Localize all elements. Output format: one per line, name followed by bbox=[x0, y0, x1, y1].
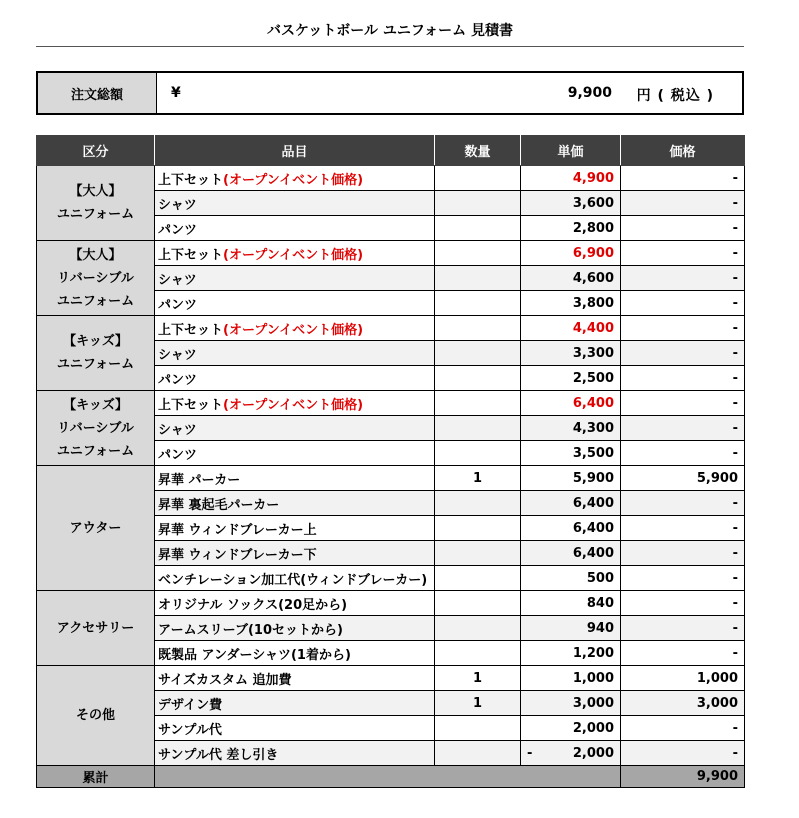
item-cell bbox=[155, 391, 435, 416]
unit-price-cell: 3,300 bbox=[521, 341, 621, 366]
item-cell bbox=[155, 441, 435, 466]
item-name: 上下セット bbox=[158, 247, 224, 263]
item-name: 昇華 ウィンドブレーカー上 bbox=[158, 522, 317, 538]
quantity-cell bbox=[435, 441, 521, 466]
unit-price-cell: 1,200 bbox=[521, 641, 621, 666]
table-row bbox=[37, 666, 745, 691]
category-cell: アクセサリー bbox=[37, 591, 155, 666]
unit-price-cell: 2,000 bbox=[521, 716, 621, 741]
line-total-cell: - bbox=[621, 591, 745, 616]
unit-price-cell: 840 bbox=[521, 591, 621, 616]
line-total-cell: - bbox=[621, 291, 745, 316]
item-name: シャツ bbox=[158, 272, 197, 288]
unit-price-cell: 6,400 bbox=[521, 516, 621, 541]
item-cell bbox=[155, 591, 435, 616]
line-total-cell: 1,000 bbox=[621, 666, 745, 691]
category-cell: アウター bbox=[37, 466, 155, 591]
item-name: パンツ bbox=[158, 447, 198, 463]
estimate-table bbox=[36, 135, 745, 788]
unit-price-cell: 3,000 bbox=[521, 691, 621, 716]
item-cell bbox=[155, 316, 435, 341]
quantity-cell bbox=[435, 741, 521, 766]
line-total-cell: - bbox=[621, 416, 745, 441]
item-cell bbox=[155, 491, 435, 516]
line-total-cell: - bbox=[621, 741, 745, 766]
table-row bbox=[37, 591, 745, 616]
quantity-cell bbox=[435, 366, 521, 391]
header-unit-price: 単価 bbox=[521, 136, 621, 166]
line-total-cell: - bbox=[621, 166, 745, 191]
unit-price-cell: 6,900 bbox=[521, 241, 621, 266]
table-row bbox=[37, 316, 745, 341]
item-name: サンプル代 差し引き bbox=[158, 747, 279, 763]
order-total-amount: 9,900 bbox=[567, 85, 612, 101]
order-total-box bbox=[36, 71, 744, 115]
quantity-cell bbox=[435, 516, 521, 541]
table-row bbox=[37, 166, 745, 191]
line-total-cell: - bbox=[621, 366, 745, 391]
unit-price-cell: 2,500 bbox=[521, 366, 621, 391]
line-total-cell: - bbox=[621, 491, 745, 516]
table-header-row bbox=[37, 136, 745, 166]
category-cell: 【大人】 ユニフォーム bbox=[37, 166, 155, 241]
quantity-cell bbox=[435, 191, 521, 216]
quantity-cell bbox=[435, 716, 521, 741]
unit-price-cell: 940 bbox=[521, 616, 621, 641]
item-name: 上下セット bbox=[158, 322, 224, 338]
item-cell bbox=[155, 291, 435, 316]
unit-price-cell: 500 bbox=[521, 566, 621, 591]
item-cell bbox=[155, 166, 435, 191]
item-cell bbox=[155, 741, 435, 766]
currency-symbol: ¥ bbox=[171, 85, 181, 101]
item-name: 昇華 ウィンドブレーカー下 bbox=[158, 547, 317, 563]
quantity-cell: 1 bbox=[435, 691, 521, 716]
item-event-note: (オープンイベント価格) bbox=[223, 322, 364, 338]
quantity-cell bbox=[435, 541, 521, 566]
unit-price-cell: 3,600 bbox=[521, 191, 621, 216]
item-cell bbox=[155, 191, 435, 216]
header-item: 品目 bbox=[155, 136, 435, 166]
item-name: アームスリーブ(10セットから) bbox=[158, 622, 343, 638]
unit-price-cell: 6,400 bbox=[521, 491, 621, 516]
header-category: 区分 bbox=[37, 136, 155, 166]
item-cell bbox=[155, 466, 435, 491]
line-total-cell: - bbox=[621, 191, 745, 216]
unit-price-value: 2,000 bbox=[572, 745, 614, 761]
line-total-cell: - bbox=[621, 316, 745, 341]
minus-sign: - bbox=[527, 745, 533, 761]
category-cell: 【キッズ】 ユニフォーム bbox=[37, 316, 155, 391]
unit-price-cell: 3,800 bbox=[521, 291, 621, 316]
line-total-cell: - bbox=[621, 716, 745, 741]
item-cell bbox=[155, 616, 435, 641]
item-name: パンツ bbox=[158, 297, 198, 313]
line-total-cell: 5,900 bbox=[621, 466, 745, 491]
item-name: シャツ bbox=[158, 422, 197, 438]
line-total-cell: - bbox=[621, 541, 745, 566]
item-event-note: (オープンイベント価格) bbox=[223, 172, 364, 188]
grand-total-value: 9,900 bbox=[621, 766, 745, 788]
item-cell bbox=[155, 216, 435, 241]
quantity-cell bbox=[435, 591, 521, 616]
table-body bbox=[37, 166, 745, 766]
unit-price-cell: 4,900 bbox=[521, 166, 621, 191]
item-name: シャツ bbox=[158, 347, 197, 363]
header-quantity: 数量 bbox=[435, 136, 521, 166]
line-total-cell: - bbox=[621, 616, 745, 641]
quantity-cell bbox=[435, 291, 521, 316]
quantity-cell bbox=[435, 166, 521, 191]
order-total-unit: 円 ( 税込 ) bbox=[636, 88, 714, 104]
unit-price-cell: 4,400 bbox=[521, 316, 621, 341]
item-cell bbox=[155, 241, 435, 266]
unit-price-cell bbox=[521, 741, 621, 766]
item-name: デザイン費 bbox=[158, 697, 223, 713]
quantity-cell bbox=[435, 391, 521, 416]
line-total-cell: - bbox=[621, 391, 745, 416]
item-name: 昇華 裏起毛パーカー bbox=[158, 497, 280, 513]
item-name: サイズカスタム 追加費 bbox=[158, 672, 292, 688]
line-total-cell: - bbox=[621, 216, 745, 241]
item-cell bbox=[155, 341, 435, 366]
line-total-cell: - bbox=[621, 441, 745, 466]
line-total-cell: - bbox=[621, 241, 745, 266]
quantity-cell bbox=[435, 641, 521, 666]
quantity-cell bbox=[435, 616, 521, 641]
quantity-cell bbox=[435, 416, 521, 441]
item-name: 上下セット bbox=[158, 397, 224, 413]
item-cell bbox=[155, 691, 435, 716]
item-name: 上下セット bbox=[158, 172, 224, 188]
quantity-cell bbox=[435, 266, 521, 291]
unit-price-cell: 4,600 bbox=[521, 266, 621, 291]
line-total-cell: - bbox=[621, 341, 745, 366]
item-name: オリジナル ソックス(20足から) bbox=[158, 597, 348, 613]
quantity-cell bbox=[435, 566, 521, 591]
item-name: サンプル代 bbox=[158, 722, 222, 738]
item-cell bbox=[155, 416, 435, 441]
title-underline bbox=[36, 46, 744, 47]
table-row bbox=[37, 466, 745, 491]
line-total-cell: 3,000 bbox=[621, 691, 745, 716]
grand-total-spacer bbox=[155, 766, 621, 788]
item-cell bbox=[155, 366, 435, 391]
unit-price-cell: 5,900 bbox=[521, 466, 621, 491]
unit-price-cell: 6,400 bbox=[521, 391, 621, 416]
item-cell bbox=[155, 566, 435, 591]
line-total-cell: - bbox=[621, 566, 745, 591]
category-cell: 【大人】 リバーシブル ユニフォーム bbox=[37, 241, 155, 316]
unit-price-cell: 2,800 bbox=[521, 216, 621, 241]
item-name: ベンチレーション加工代(ウィンドブレーカー) bbox=[158, 572, 428, 588]
item-name: シャツ bbox=[158, 197, 197, 213]
unit-price-cell: 3,500 bbox=[521, 441, 621, 466]
unit-price-cell: 4,300 bbox=[521, 416, 621, 441]
item-name: 既製品 アンダーシャツ(1着から) bbox=[158, 647, 351, 663]
quantity-cell bbox=[435, 491, 521, 516]
item-cell bbox=[155, 541, 435, 566]
line-total-cell: - bbox=[621, 266, 745, 291]
unit-price-cell: 6,400 bbox=[521, 541, 621, 566]
document-title: バスケットボール ユニフォーム 見積書 bbox=[266, 23, 514, 39]
order-total-label: 注文総額 bbox=[38, 73, 157, 113]
quantity-cell bbox=[435, 216, 521, 241]
quantity-cell bbox=[435, 341, 521, 366]
item-name: パンツ bbox=[158, 372, 198, 388]
order-total-value-cell bbox=[157, 73, 742, 113]
quantity-cell: 1 bbox=[435, 466, 521, 491]
quantity-cell bbox=[435, 241, 521, 266]
table-row bbox=[37, 241, 745, 266]
category-cell: 【キッズ】 リバーシブル ユニフォーム bbox=[37, 391, 155, 466]
item-cell bbox=[155, 716, 435, 741]
item-name: 昇華 パーカー bbox=[158, 472, 241, 488]
category-cell: その他 bbox=[37, 666, 155, 766]
line-total-cell: - bbox=[621, 516, 745, 541]
item-cell bbox=[155, 266, 435, 291]
quantity-cell: 1 bbox=[435, 666, 521, 691]
item-event-note: (オープンイベント価格) bbox=[223, 247, 364, 263]
line-total-cell: - bbox=[621, 641, 745, 666]
item-event-note: (オープンイベント価格) bbox=[223, 397, 364, 413]
quantity-cell bbox=[435, 316, 521, 341]
item-cell bbox=[155, 516, 435, 541]
item-name: パンツ bbox=[158, 222, 198, 238]
item-cell bbox=[155, 666, 435, 691]
header-price: 価格 bbox=[621, 136, 745, 166]
unit-price-cell: 1,000 bbox=[521, 666, 621, 691]
table-row bbox=[37, 391, 745, 416]
item-cell bbox=[155, 641, 435, 666]
grand-total-label: 累計 bbox=[37, 766, 155, 788]
grand-total-row bbox=[37, 766, 745, 788]
